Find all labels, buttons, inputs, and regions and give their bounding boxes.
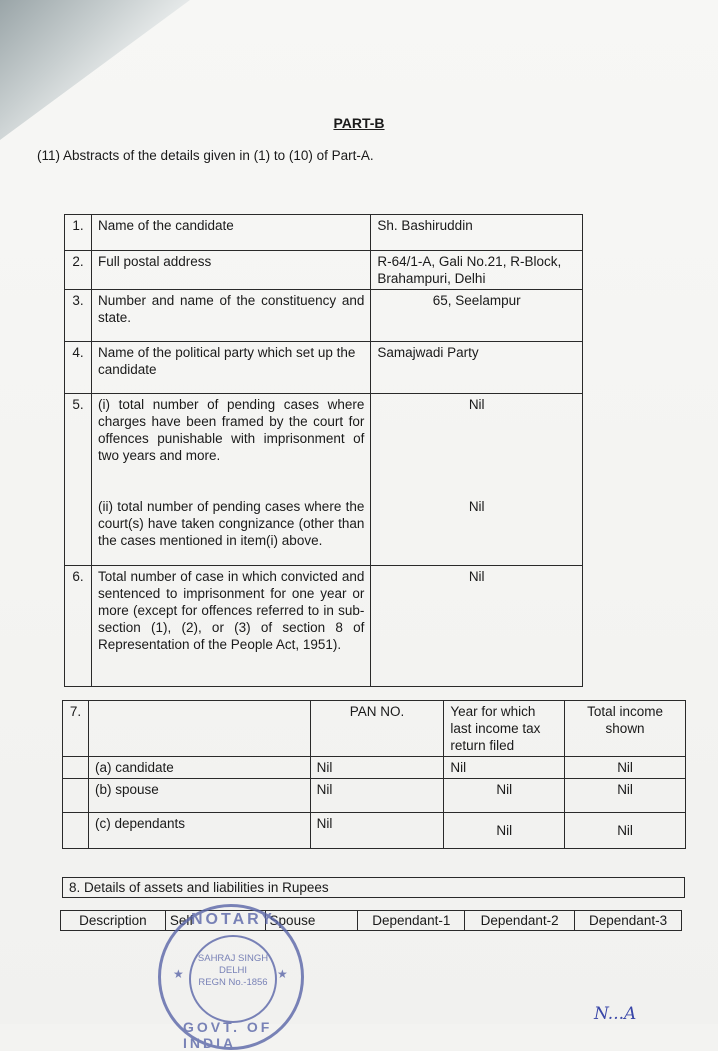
row-value: Nil — [371, 566, 583, 687]
pending-cases-ii-label: (ii) total number of pending cases where the court(s) have taken congnizance (other than the cases mentioned in item(i) above. — [97, 499, 365, 548]
table-row — [65, 290, 583, 342]
row-blank — [63, 779, 89, 813]
row-label: (a) candidate — [88, 757, 310, 779]
row-number: 4. — [65, 342, 92, 394]
stamp-inner-ring — [189, 935, 277, 1023]
page-heading: PART-B — [333, 115, 385, 131]
row-number: 6. — [65, 566, 92, 687]
row-label: Number and name of the constituency and state. — [91, 290, 370, 342]
signature: N...A — [594, 1004, 637, 1024]
row-number: 3. — [65, 290, 92, 342]
notary-stamp — [158, 904, 304, 1050]
table-row — [63, 757, 686, 779]
assets-columns-table — [60, 910, 682, 931]
stamp-bottom-text: GOVT. OF INDIA — [183, 1019, 273, 1051]
row-blank — [63, 813, 89, 849]
pending-cases-ii-value: Nil — [468, 499, 485, 514]
row-number: 5. — [65, 394, 92, 566]
row-value: 65, Seelampur — [371, 290, 583, 342]
row-blank — [63, 757, 89, 779]
row-label: (c) dependants — [88, 813, 310, 849]
table-row — [63, 813, 686, 849]
header-income: Total income shown — [565, 701, 686, 757]
assets-heading: 8. Details of assets and liabilities in Rupees — [63, 878, 685, 898]
header-pan: PAN NO. — [310, 701, 444, 757]
row-income: Nil — [565, 757, 686, 779]
table-header-row — [61, 911, 682, 931]
pending-cases-i-label: (i) total number of pending cases where charges have been framed by the court for offences punishable with imprisonment of two years and more. — [97, 397, 365, 463]
table-row — [63, 878, 685, 898]
table-row — [65, 342, 583, 394]
table-header-row — [63, 701, 686, 757]
candidate-details-table — [64, 214, 583, 687]
stamp-city: DELHI — [219, 965, 247, 976]
row-label: Total number of case in which convicted and sentenced to imprisonment for one year or more (except for offences referred to in sub-section (1), (2), or (3) of section 8 of Representation of the People Act, 1951). — [91, 566, 370, 687]
intro-text: (11) Abstracts of the details given in (1) to (10) of Part-A. — [37, 148, 374, 163]
stamp-regn: REGN No.-1856 — [198, 977, 268, 988]
row-label: Full postal address — [91, 251, 370, 290]
row-label — [91, 394, 370, 566]
pan-income-table — [62, 700, 686, 849]
row-year: Nil — [444, 779, 565, 813]
row-pan: Nil — [310, 813, 444, 849]
stamp-top-text: NOTARY — [191, 911, 275, 928]
assets-heading-table — [62, 877, 685, 898]
header-blank — [88, 701, 310, 757]
header-year: Year for which last income tax return filed — [444, 701, 565, 757]
table-row — [63, 779, 686, 813]
col-dependant-1: Dependant-1 — [358, 911, 465, 931]
row-year: Nil — [444, 813, 565, 849]
row-value: Samajwadi Party — [371, 342, 583, 394]
row-label: (b) spouse — [88, 779, 310, 813]
table-row — [65, 394, 583, 566]
col-description: Description — [61, 911, 166, 931]
table-row — [65, 215, 583, 251]
row-value: Sh. Bashiruddin — [371, 215, 583, 251]
row-label: Name of the candidate — [91, 215, 370, 251]
stamp-name: SAHRAJ SINGH — [197, 953, 269, 964]
table-row — [65, 251, 583, 290]
col-dependant-3: Dependant-3 — [575, 911, 682, 931]
star-icon: ★ — [277, 967, 288, 981]
pending-cases-i-value: Nil — [468, 397, 485, 412]
col-dependant-2: Dependant-2 — [465, 911, 575, 931]
row-number: 7. — [63, 701, 89, 757]
col-spouse: Spouse — [265, 911, 358, 931]
row-number: 1. — [65, 215, 92, 251]
row-label: Name of the political party which set up the candidate — [91, 342, 370, 394]
row-income: Nil — [565, 813, 686, 849]
table-row — [65, 566, 583, 687]
row-year: Nil — [444, 757, 565, 779]
row-number: 2. — [65, 251, 92, 290]
row-pan: Nil — [310, 779, 444, 813]
row-pan: Nil — [310, 757, 444, 779]
col-self: Self — [165, 911, 265, 931]
row-value: R-64/1-A, Gali No.21, R-Block, Brahampuri, Delhi — [371, 251, 583, 290]
row-value — [371, 394, 583, 566]
star-icon: ★ — [173, 967, 184, 981]
row-income: Nil — [565, 779, 686, 813]
